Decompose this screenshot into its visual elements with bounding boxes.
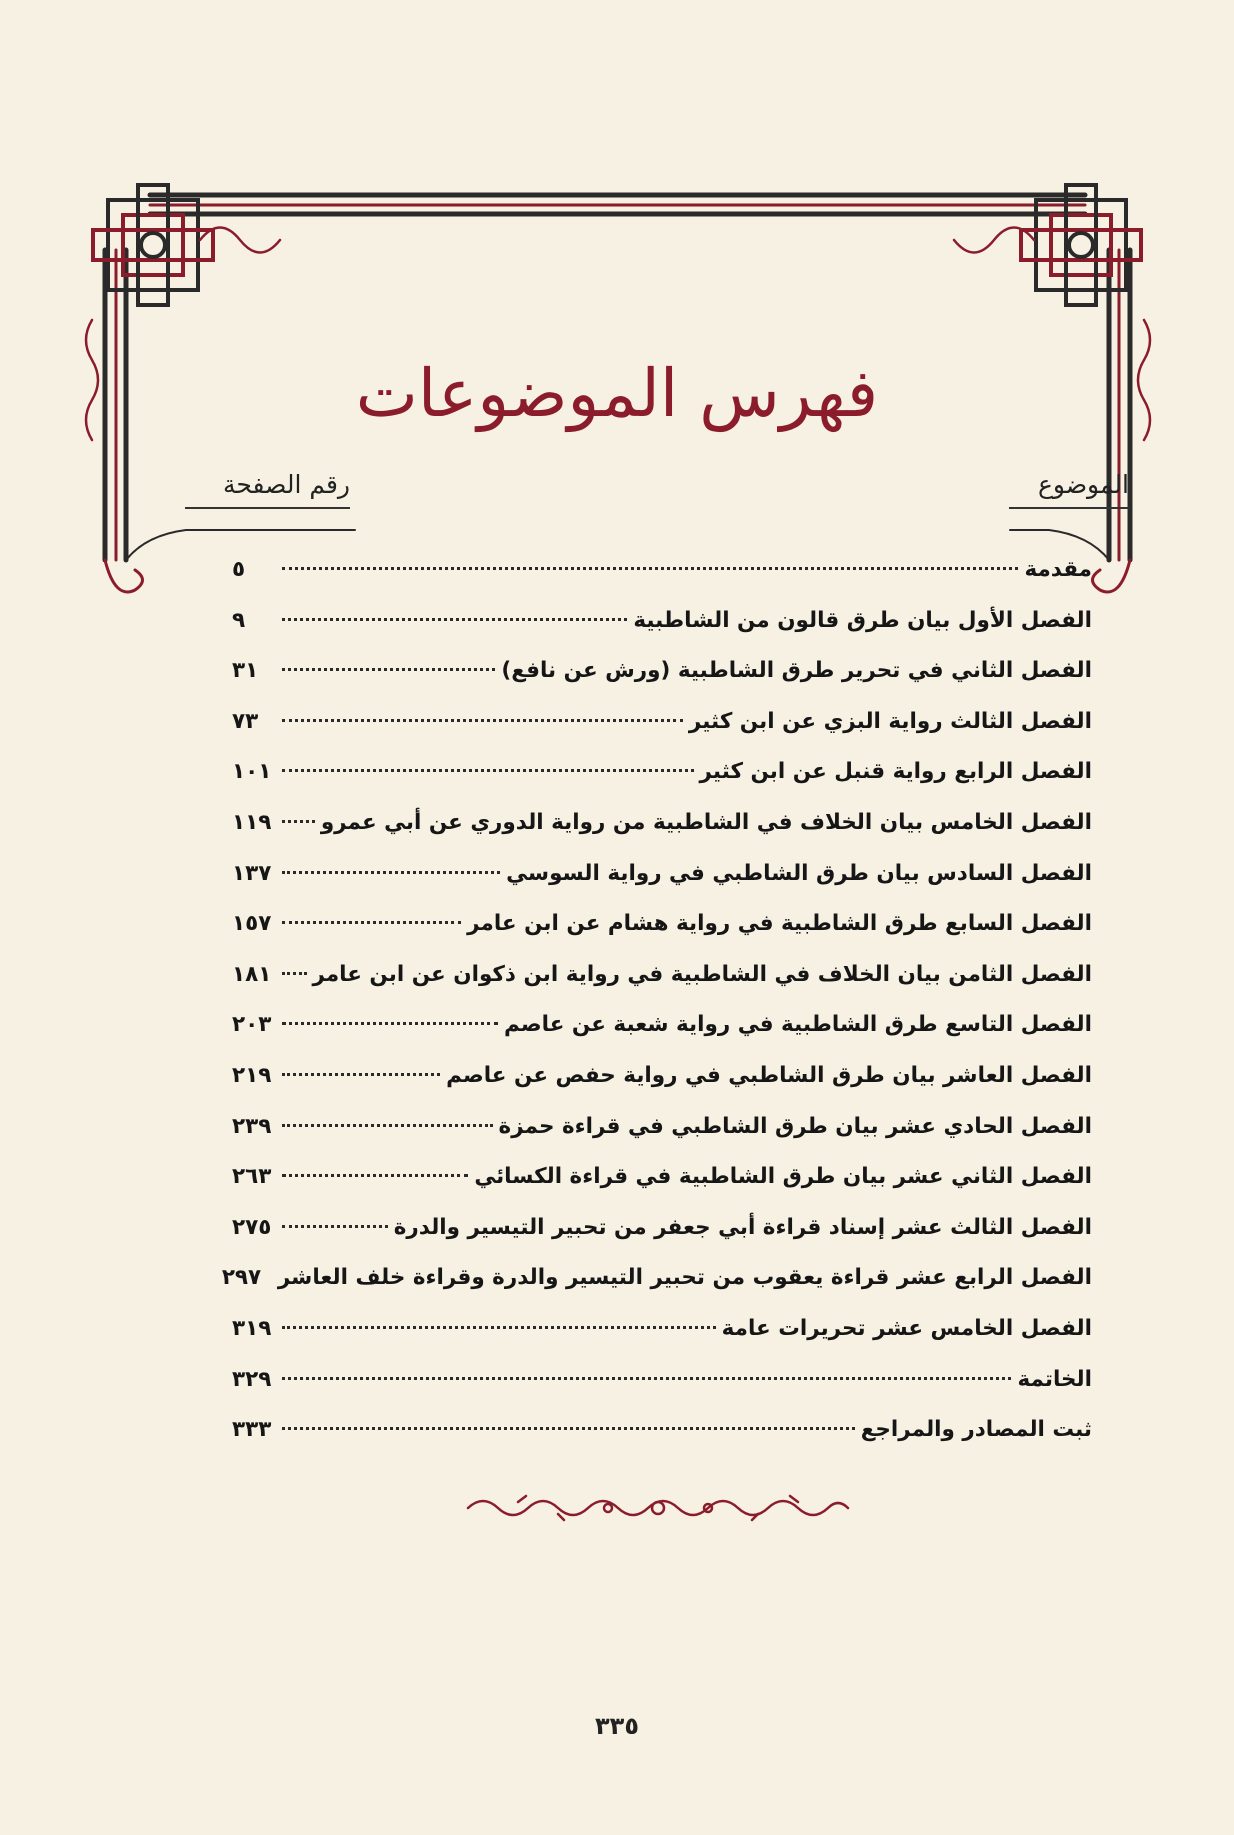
dot-leader bbox=[282, 1325, 716, 1329]
toc-entry-title: الفصل الثاني في تحرير طرق الشاطبية (ورش عن نافع) bbox=[501, 658, 1092, 684]
bottom-ornament bbox=[458, 1488, 858, 1528]
toc-entry bbox=[232, 806, 1092, 857]
toc-entry-title: الفصل الأول بيان طرق قالون من الشاطبية bbox=[633, 607, 1092, 633]
toc-entry-page: ١٠١ bbox=[232, 759, 272, 785]
toc-entry-page: ٢٣٩ bbox=[232, 1113, 272, 1139]
dot-leader bbox=[282, 1123, 493, 1127]
toc-entry-title: مقدمة bbox=[1024, 557, 1092, 582]
dot-leader bbox=[282, 1072, 440, 1076]
toc-entry bbox=[232, 705, 1092, 756]
toc-entry-title: الفصل الرابع عشر قراءة يعقوب من تحبير التيسير والدرة وقراءة خلف العاشر bbox=[277, 1265, 1092, 1291]
toc-entry-title: الفصل الحادي عشر بيان طرق الشاطبي في قراءة حمزة bbox=[498, 1113, 1092, 1139]
toc-entry bbox=[232, 1211, 1092, 1262]
toc-entry bbox=[232, 755, 1092, 806]
toc-entry bbox=[232, 1110, 1092, 1161]
toc-entry-page: ٧٣ bbox=[232, 708, 259, 734]
toc-entry-title: الفصل الثامن بيان الخلاف في الشاطبية في رواية ابن ذكوان عن ابن عامر bbox=[312, 961, 1092, 987]
toc-entry-page: ٣٣٣ bbox=[232, 1417, 272, 1443]
toc-entry-title: الفصل الرابع رواية قنبل عن ابن كثير bbox=[699, 759, 1092, 785]
toc-entry-page: ١٣٧ bbox=[232, 860, 272, 886]
dot-leader bbox=[282, 1224, 388, 1228]
dot-leader bbox=[282, 1376, 1011, 1380]
toc-entry bbox=[232, 1160, 1092, 1211]
toc-entry-page: ٢٠٣ bbox=[232, 1012, 272, 1038]
toc-entry bbox=[232, 604, 1092, 655]
toc-entry-page: ١١٩ bbox=[232, 809, 272, 835]
toc-entry-title: الفصل السابع طرق الشاطبية في رواية هشام عن ابن عامر bbox=[467, 911, 1092, 937]
toc-entry-page: ١٨١ bbox=[232, 961, 272, 987]
toc-entry-page: ١٥٧ bbox=[232, 911, 272, 937]
toc-entry-title: ثبت المصادر والمراجع bbox=[860, 1417, 1092, 1443]
dot-leader bbox=[282, 1426, 855, 1430]
dot-leader bbox=[282, 1021, 498, 1025]
dot-leader bbox=[282, 920, 461, 924]
toc-entry bbox=[232, 1363, 1092, 1414]
toc-entry-page: ٢٩٧ bbox=[221, 1265, 262, 1291]
toc-entry bbox=[232, 907, 1092, 958]
toc-entry-page: ٥ bbox=[232, 557, 246, 582]
toc-entry-title: الفصل الخامس بيان الخلاف في الشاطبية من رواية الدوري عن أبي عمرو bbox=[320, 809, 1092, 835]
toc-entry bbox=[232, 958, 1092, 1009]
toc-entry bbox=[232, 857, 1092, 908]
toc-entry-page: ٢١٩ bbox=[232, 1062, 272, 1088]
page-number-column-header: رقم الصفحة bbox=[185, 470, 350, 509]
page-number: ٣٣٥ bbox=[595, 1712, 639, 1740]
toc-entry-page: ٣١٩ bbox=[232, 1315, 272, 1341]
toc-entry-page: ٣١ bbox=[232, 658, 259, 684]
dot-leader bbox=[282, 1173, 468, 1177]
topic-column-header: الموضوع bbox=[1009, 470, 1129, 509]
toc-entry-title: الفصل السادس بيان طرق الشاطبي في رواية السوسي bbox=[506, 860, 1092, 886]
toc-entry bbox=[232, 553, 1092, 604]
dot-leader bbox=[282, 971, 307, 975]
toc-entry bbox=[232, 1059, 1092, 1110]
toc-entry-page: ٩ bbox=[232, 607, 246, 633]
toc-entry bbox=[232, 1312, 1092, 1363]
table-of-contents bbox=[221, 553, 1092, 1464]
toc-entry-title: الفصل الثاني عشر بيان طرق الشاطبية في قراءة الكسائي bbox=[474, 1164, 1092, 1190]
toc-entry bbox=[232, 1008, 1092, 1059]
decorative-frame bbox=[0, 0, 1234, 640]
toc-entry-title: الفصل التاسع طرق الشاطبية في رواية شعبة عن عاصم bbox=[504, 1012, 1092, 1038]
dot-leader bbox=[282, 718, 683, 722]
dot-leader bbox=[282, 566, 1018, 570]
toc-entry bbox=[221, 1261, 1092, 1312]
toc-entry bbox=[232, 1413, 1092, 1464]
toc-entry-title: الفصل الخامس عشر تحريرات عامة bbox=[721, 1315, 1092, 1341]
dot-leader bbox=[282, 819, 315, 823]
toc-entry-title: الخاتمة bbox=[1017, 1366, 1092, 1392]
toc-entry bbox=[232, 654, 1092, 705]
toc-entry-title: الفصل الثالث رواية البزي عن ابن كثير bbox=[688, 708, 1092, 734]
dot-leader bbox=[282, 870, 500, 874]
dot-leader bbox=[282, 768, 694, 772]
page-title: فهرس الموضوعات bbox=[355, 355, 879, 432]
toc-entry-page: ٢٧٥ bbox=[232, 1214, 272, 1240]
toc-entry-title: الفصل الثالث عشر إسناد قراءة أبي جعفر من تحبير التيسير والدرة bbox=[393, 1214, 1092, 1240]
toc-entry-title: الفصل العاشر بيان طرق الشاطبي في رواية حفص عن عاصم bbox=[446, 1062, 1092, 1088]
dot-leader bbox=[282, 617, 627, 621]
toc-entry-page: ٣٢٩ bbox=[232, 1366, 272, 1392]
toc-entry-page: ٢٦٣ bbox=[232, 1164, 272, 1190]
dot-leader bbox=[282, 667, 495, 671]
